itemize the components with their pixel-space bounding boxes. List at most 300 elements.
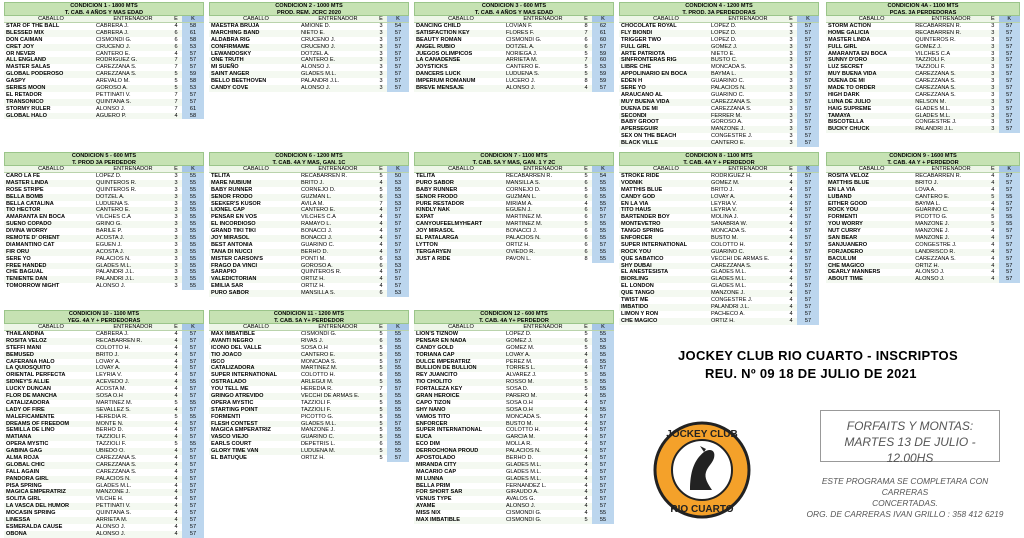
horse-age: 7 <box>174 91 178 98</box>
horse-name: ROSITA VELOZ <box>828 173 869 179</box>
horse-name: REY JUANCITO <box>416 372 458 379</box>
horse-age: 3 <box>991 43 995 50</box>
trainer-name: ACOSTA M. <box>96 386 127 393</box>
horse-weight: 53 <box>387 194 409 201</box>
trainer-name: GUZMAN L. <box>301 193 332 200</box>
trainer-name: QUINTEROS R. <box>96 186 137 193</box>
entry-row <box>414 242 614 249</box>
race-category: T. PROD. 3A PERDEDORAS <box>682 9 756 16</box>
horse-name: LADY OF FIRE <box>6 406 45 413</box>
trainer-name: BUSTO M. <box>711 235 738 242</box>
entry-row <box>414 359 614 366</box>
col-k: K <box>182 324 204 330</box>
race-table <box>4 2 204 119</box>
race-condition: CONDICION 3 - 600 MTS <box>481 3 547 9</box>
horse-name: NUT CURRY <box>828 228 861 235</box>
trainer-name: PICOTTO G. <box>301 413 334 420</box>
horse-weight: 57 <box>797 44 819 51</box>
entry-row <box>209 269 409 276</box>
horse-name: SERIES MOON <box>6 85 46 92</box>
entry-row <box>209 400 409 407</box>
trainer-name: GUARINO C. <box>711 78 745 85</box>
entry-row <box>826 221 1020 228</box>
trainer-name: CISMONDI G. <box>506 517 542 524</box>
trainer-name: MOLLA R. <box>506 441 532 448</box>
horse-name: CATALIZADORA <box>6 399 50 406</box>
horse-name: EL PATALARGA <box>416 235 459 242</box>
horse-weight: 57 <box>387 242 409 249</box>
horse-name: PENSAR EN VOS <box>211 214 258 221</box>
race-title <box>826 152 1020 166</box>
horse-weight: 57 <box>797 30 819 37</box>
horse-name: JUST A RIDE <box>416 255 451 262</box>
horse-name: OBONA <box>6 530 27 537</box>
horse-weight: 55 <box>592 180 614 187</box>
entry-row <box>4 448 204 455</box>
horse-age: 4 <box>584 413 588 420</box>
race-header <box>4 324 204 331</box>
horse-age: 5 <box>584 372 588 379</box>
horse-age: 4 <box>584 365 588 372</box>
entry-row <box>209 249 409 256</box>
horse-age: 4 <box>991 235 995 242</box>
horse-name: ROCK YOU <box>621 248 652 255</box>
horse-weight: 57 <box>999 173 1020 180</box>
horse-weight: 55 <box>387 372 409 379</box>
entry-row <box>4 400 204 407</box>
horse-age: 3 <box>174 235 178 242</box>
horse-name: LIBRE CHE <box>621 64 652 71</box>
horse-weight: 57 <box>387 455 409 462</box>
col-e: E <box>379 324 383 330</box>
trainer-name: CORNEJO D. <box>506 186 541 193</box>
trainer-name: PALACIOS N. <box>711 85 746 92</box>
horse-age: 4 <box>379 283 383 290</box>
trainer-name: GUARINO C. <box>915 207 949 214</box>
horse-weight: 55 <box>387 427 409 434</box>
horse-weight: 57 <box>387 276 409 283</box>
horse-age: 4 <box>789 290 793 297</box>
trainer-name: PALANDRI J.L. <box>711 303 750 310</box>
col-k: K <box>999 166 1020 172</box>
horse-weight: 57 <box>182 427 204 434</box>
trainer-name: UBIEDO O. <box>96 448 125 455</box>
horse-name: ARAUCANO AL <box>621 91 663 98</box>
race-header <box>4 166 204 173</box>
col-e: E <box>174 324 178 330</box>
horse-name: BEAUTY ROMAN <box>416 36 462 43</box>
trainer-name: CANTERO E. <box>301 207 336 214</box>
trainer-name: PALACIOS N. <box>506 448 541 455</box>
horse-age: 5 <box>379 399 383 406</box>
horse-age: 4 <box>789 269 793 276</box>
horse-name: GLORY TIME VAN <box>211 448 259 455</box>
horse-age: 6 <box>584 207 588 214</box>
horse-age: 3 <box>379 36 383 43</box>
horse-weight: 55 <box>387 414 409 421</box>
horse-weight: 57 <box>592 496 614 503</box>
horse-weight: 57 <box>999 92 1020 99</box>
horse-age: 4 <box>789 207 793 214</box>
horse-weight: 57 <box>592 414 614 421</box>
entry-row <box>4 57 204 64</box>
horse-name: TANGO SPRING <box>621 228 664 235</box>
trainer-name: CAREZZANA S. <box>915 91 956 98</box>
entry-row <box>414 71 614 78</box>
entry-row <box>4 256 204 263</box>
horse-name: AVANTI NEGRO <box>211 337 254 344</box>
horse-weight: 57 <box>182 448 204 455</box>
horse-weight: 57 <box>592 448 614 455</box>
horse-weight: 57 <box>387 214 409 221</box>
entry-row <box>414 345 614 352</box>
horse-name: FORMENTI <box>211 413 241 420</box>
horse-weight: 57 <box>592 462 614 469</box>
horse-age: 3 <box>174 228 178 235</box>
horse-age: 3 <box>379 78 383 85</box>
horse-age: 4 <box>174 427 178 434</box>
horse-weight: 55 <box>387 187 409 194</box>
trainer-name: CAREZZANA S. <box>96 461 137 468</box>
race-condition: CONDICION 4 - 1200 MTS <box>685 3 753 9</box>
horse-age: 8 <box>584 78 588 85</box>
horse-weight: 55 <box>182 187 204 194</box>
horse-age: 4 <box>991 248 995 255</box>
entry-row <box>826 126 1020 133</box>
horse-name: BULLION DE BULLION <box>416 365 477 372</box>
horse-weight: 55 <box>182 269 204 276</box>
horse-name: PENSAR EN NADA <box>416 337 467 344</box>
horse-weight: 57 <box>387 64 409 71</box>
horse-name: DON CAIMAN <box>6 36 43 43</box>
trainer-name: LOVIAN F. <box>506 23 533 29</box>
entry-row <box>619 263 819 270</box>
entry-row <box>414 331 614 338</box>
trainer-name: BRITO J. <box>711 186 734 193</box>
trainer-name: HEREDIA R. <box>96 413 128 420</box>
reunion-title: REU. Nº 09 18 DE JULIO DE 2021 <box>705 366 917 381</box>
trainer-name: ROSSO M. <box>506 379 534 386</box>
horse-age: 5 <box>379 427 383 434</box>
entry-row <box>619 44 819 51</box>
horse-name: FORJADERO <box>828 248 864 255</box>
entry-row <box>209 221 409 228</box>
entry-row <box>4 469 204 476</box>
trainer-name: AMIONE D. <box>301 23 331 29</box>
footer-line3: ORG. DE CARRERAS IVAN GRILLO : 358 412 6219 <box>806 509 1004 519</box>
horse-age: 7 <box>379 200 383 207</box>
trainer-name: RIVAS J. <box>301 337 324 344</box>
trainer-name: ORTIZ H. <box>301 276 325 283</box>
trainer-name: AGUERO P. <box>96 112 127 119</box>
entry-row <box>414 194 614 201</box>
horse-age: 4 <box>174 379 178 386</box>
horse-age: 6 <box>379 262 383 269</box>
horse-name: DEARLY MANNERS <box>828 269 881 276</box>
horse-name: MAGICA EMPERATRIZ <box>211 427 271 434</box>
trainer-name: ACEVEDO J. <box>96 379 130 386</box>
horse-age: 3 <box>991 85 995 92</box>
horse-age: 6 <box>584 214 588 221</box>
horse-age: 5 <box>379 379 383 386</box>
horse-name: FALL AGAIN <box>6 468 40 475</box>
horse-name: LIMON Y RON <box>621 310 659 317</box>
trainer-name: BERHO D. <box>506 455 534 462</box>
trainer-name: ORTIZ H. <box>301 283 325 290</box>
horse-age: 3 <box>174 269 178 276</box>
horse-name: FLESH CONTEST <box>211 420 258 427</box>
horse-weight: 57 <box>182 517 204 524</box>
horse-name: CHOCOLATE ROYAL <box>621 23 677 29</box>
entry-row <box>209 44 409 51</box>
horse-age: 4 <box>584 393 588 400</box>
col-e: E <box>174 166 178 172</box>
entry-row <box>826 78 1020 85</box>
horse-weight: 57 <box>592 483 614 490</box>
horse-weight: 58 <box>182 78 204 85</box>
trainer-name: GLADES M.L. <box>915 105 951 112</box>
horse-name: SUPER INTERNATIONAL <box>416 427 483 434</box>
entry-row <box>4 531 204 538</box>
entry-row <box>4 207 204 214</box>
entry-row <box>209 242 409 249</box>
trainer-name: TAZZIOLI F. <box>301 399 332 406</box>
trainer-name: ACOSTA J. <box>96 248 125 255</box>
trainer-name: GLADES M.L. <box>711 269 747 276</box>
horse-age: 4 <box>174 503 178 510</box>
entry-row <box>4 194 204 201</box>
horse-name: MAX IMBATIBLE <box>416 517 461 524</box>
trainer-name: DOTZEL A. <box>96 193 125 200</box>
horse-age: 4 <box>584 455 588 462</box>
entry-row <box>4 23 204 30</box>
horse-age: 4 <box>174 517 178 524</box>
horse-age: 8 <box>584 23 588 29</box>
entry-row <box>209 427 409 434</box>
horse-name: LUCKY DUNCAN <box>6 386 51 393</box>
horse-weight: 57 <box>797 119 819 126</box>
horse-name: DIAMANTINO CAT <box>6 241 55 248</box>
trainer-name: GLADES M.L. <box>301 420 337 427</box>
horse-weight: 57 <box>797 92 819 99</box>
horse-name: GLOBAL HALO <box>6 112 47 119</box>
trainer-name: MONCADA S. <box>711 228 747 235</box>
entry-row <box>209 201 409 208</box>
entry-row <box>4 276 204 283</box>
col-k: K <box>592 166 614 172</box>
horse-name: SIDNEY'S ALLIE <box>6 379 50 386</box>
horse-weight: 57 <box>999 256 1020 263</box>
horse-age: 4 <box>584 441 588 448</box>
horse-age: 4 <box>789 262 793 269</box>
horse-age: 4 <box>584 475 588 482</box>
entry-row <box>619 214 819 221</box>
horse-age: 6 <box>379 372 383 379</box>
col-trainer: ENTRENADOR <box>113 324 153 330</box>
horse-name: BEST ANTONIA <box>211 241 253 248</box>
trainer-name: HEREDIA R. <box>301 386 333 393</box>
trainer-name: AVALOS G. <box>506 496 536 503</box>
horse-name: ANGEL RUBIO <box>416 43 456 50</box>
trainer-name: CONGESTRE J. <box>915 241 957 248</box>
horse-age: 4 <box>789 276 793 283</box>
horse-weight: 55 <box>592 345 614 352</box>
horse-weight: 57 <box>387 71 409 78</box>
entry-row <box>209 448 409 455</box>
horse-weight: 57 <box>797 71 819 78</box>
col-trainer: ENTRENADOR <box>523 16 563 22</box>
race-condition: CONDICION 12 - 600 MTS <box>480 311 548 317</box>
trainer-name: ORTIZ H. <box>711 317 735 324</box>
horse-name: SEEKER'S KUSOR <box>211 200 261 207</box>
horse-weight: 55 <box>182 173 204 180</box>
trainer-name: GLADES M.L. <box>711 283 747 290</box>
horse-age: 4 <box>789 214 793 221</box>
entry-row <box>4 331 204 338</box>
horse-name: BLACK VILLE <box>621 140 658 147</box>
horse-weight: 57 <box>999 23 1020 30</box>
col-horse: CABALLO <box>243 324 269 330</box>
trainer-name: COLOTTO H. <box>301 372 336 379</box>
horse-name: BLESSED MIX <box>6 29 44 36</box>
horse-weight: 60 <box>592 37 614 44</box>
col-e: E <box>584 166 588 172</box>
entry-row <box>414 51 614 58</box>
entry-row <box>209 290 409 297</box>
horse-age: 3 <box>991 105 995 112</box>
horse-name: LYTTON <box>416 241 438 248</box>
horse-weight: 57 <box>797 180 819 187</box>
trainer-name: PALANDRI J.L. <box>96 276 135 283</box>
horse-weight: 55 <box>592 228 614 235</box>
trainer-name: NELSON M. <box>915 98 947 105</box>
horse-name: REMOTE D' ORIENT <box>6 235 60 242</box>
entry-row <box>619 119 819 126</box>
trainer-name: QUINTEROS R. <box>915 36 956 43</box>
horse-name: FULL GIRL <box>621 43 651 50</box>
trainer-name: CISMONDI G. <box>301 331 337 337</box>
horse-name: BACULUM <box>828 255 857 262</box>
trainer-name: LOVAY A. <box>711 193 736 200</box>
trainer-name: CANTERO E. <box>301 57 336 64</box>
entry-row <box>414 44 614 51</box>
entry-row <box>619 235 819 242</box>
horse-age: 4 <box>584 351 588 358</box>
entry-row <box>414 256 614 263</box>
horse-name: MI LUNNA <box>416 475 444 482</box>
entry-row <box>209 372 409 379</box>
trainer-name: PALANDRI J.L. <box>301 78 340 85</box>
trainer-name: GRINO G. <box>96 221 122 228</box>
trainer-name: GUZMAN L. <box>506 193 537 200</box>
horse-name: MATTHIS BLUE <box>828 179 870 186</box>
entry-row <box>209 180 409 187</box>
trainer-name: RECABARREN R. <box>915 29 962 36</box>
col-trainer: ENTRENADOR <box>728 166 768 172</box>
horse-age: 3 <box>174 214 178 221</box>
horse-age: 4 <box>789 186 793 193</box>
horse-weight: 57 <box>182 421 204 428</box>
entry-row <box>619 194 819 201</box>
col-horse: CABALLO <box>38 166 64 172</box>
horse-name: YOU TELL ME <box>211 386 249 393</box>
horse-name: TAMAYA <box>828 112 851 119</box>
col-horse: CABALLO <box>653 166 679 172</box>
trainer-name: ORTIZ H. <box>301 455 325 462</box>
horse-age: 3 <box>789 140 793 147</box>
entry-row <box>414 85 614 92</box>
entry-row <box>826 201 1020 208</box>
col-trainer: ENTRENADOR <box>931 16 971 22</box>
entry-row <box>4 441 204 448</box>
horse-age: 3 <box>174 276 178 283</box>
horse-name: FLY BIONDI <box>621 29 653 36</box>
trainer-name: RECABARREN R. <box>96 337 143 344</box>
trainer-name: VILCHE H. <box>96 496 124 503</box>
horse-weight: 55 <box>182 441 204 448</box>
horse-weight: 57 <box>797 297 819 304</box>
horse-name: ECO DIM <box>416 441 440 448</box>
horse-age: 4 <box>379 179 383 186</box>
horse-age: 7 <box>174 57 178 64</box>
trainer-name: BONACCI J. <box>301 228 333 235</box>
horse-age: 5 <box>991 193 995 200</box>
horse-age: 5 <box>379 365 383 372</box>
entry-row <box>619 51 819 58</box>
trainer-name: CAREZZANA S. <box>711 98 752 105</box>
entry-row <box>4 269 204 276</box>
entry-row <box>414 180 614 187</box>
horse-weight: 55 <box>387 338 409 345</box>
entry-row <box>619 99 819 106</box>
horse-weight: 57 <box>182 407 204 414</box>
horse-name: PURO SABOR <box>416 179 454 186</box>
trainer-name: MONCADA S. <box>711 64 747 71</box>
horse-weight: 57 <box>797 263 819 270</box>
horse-name: ABOUT TIME <box>828 276 863 283</box>
horse-name: MATTHIS BLUE <box>621 186 663 193</box>
horse-age: 3 <box>789 78 793 85</box>
horse-age: 3 <box>379 50 383 57</box>
trainer-name: MONCADA S. <box>301 358 337 365</box>
col-trainer: ENTRENADOR <box>931 166 971 172</box>
horse-weight: 57 <box>387 78 409 85</box>
trainer-name: BUSTO M. <box>506 420 533 427</box>
entry-row <box>4 414 204 421</box>
entry-row <box>826 187 1020 194</box>
horse-name: EL RETADOR <box>6 91 42 98</box>
horse-name: TWIST ME <box>621 297 649 304</box>
col-e: E <box>990 16 995 22</box>
horse-name: TANA DI NUCCI <box>211 248 253 255</box>
entry-row <box>414 37 614 44</box>
club-title: JOCKEY CLUB RIO CUARTO - INSCRIPTOS <box>678 348 958 363</box>
horse-name: BELLA PRIM <box>416 482 450 489</box>
horse-weight: 57 <box>182 99 204 106</box>
horse-name: ENFORCER <box>416 420 448 427</box>
trainer-name: ALONSO J. <box>96 105 126 112</box>
trainer-name: MANZONE J. <box>711 290 745 297</box>
horse-name: GRAN HEROICE <box>416 393 460 400</box>
horse-age: 5 <box>584 50 588 57</box>
horse-name: FORMENTI <box>828 214 858 221</box>
horse-weight: 57 <box>182 524 204 531</box>
horse-age: 6 <box>379 337 383 344</box>
entry-row <box>209 414 409 421</box>
entry-row <box>209 386 409 393</box>
horse-name: BABY RUNNER <box>211 186 253 193</box>
col-horse: CABALLO <box>653 16 679 22</box>
